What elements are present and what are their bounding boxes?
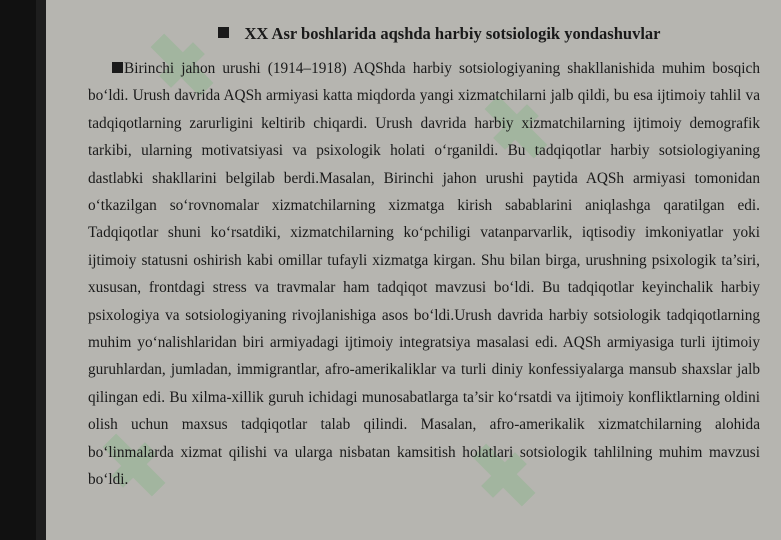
section-heading: [88, 22, 760, 46]
body-paragraph: [88, 55, 760, 494]
body-paragraph-text: Birinchi jahon urushi (1914–1918) AQShda harbiy sotsiologiyaning shakllanishida muhim bosqich bo‘ldi. Urush davrida AQSh armiyasi katta miqdorda yangi xizmatchilarni jalb qildi, bu esa ijtimoiy tahlil va tadqiqotlarning zarurligini keltirib chiqardi. Urush davrida harbiy xizmatchilarning ijtimoiy demografik tarkibi, ularning motivatsiyasi va psixologik holati o‘rganildi. Bu tadqiqotlar harbiy sotsiologiyaning dastlabki shakllarini belgilab berdi.Masalan, Birinchi jahon urushi paytida AQSh armiyasi tomonidan o‘tkazilgan so‘rovnomalar xizmatchilarning xizmatga kirish sabablarini aniqlashga qaratilgan edi. Tadqiqotlar shuni ko‘rsatdiki, xizmatchilarning ko‘pchiligi vatanparvarlik, iqtisodiy imkoniyatlar yoki ijtimoiy statusni oshirish kabi omillar tufayli xizmatga kirgan. Shu bilan birga, urushning psixologik ta’siri, xususan, frontdagi stress va travmalar ham tadqiqot mavzusi bo‘ldi. Bu tadqiqotlar keyinchalik harbiy psixologiya va sotsiologiyaning rivojlanishiga asos bo‘ldi.Urush davrida harbiy sotsiologik tadqiqotlarning muhim yo‘nalishlaridan biri armiyadagi ijtimoiy integratsiya masalasi edi. AQSh armiyasiga turli ijtimoiy guruhlardan, jumladan, immigrantlar, afro-amerikaliklar va turli diniy konfessiyalarga mansub shaxslar jalb qilingan edi. Bu xilma-xillik guruh ichidagi munosabatlarga ta’sir ko‘rsatdi va ijtimoiy konfliktlarning oldini olish uchun maxsus tadqiqotlar talab qilindi. Masalan, afro-amerikalik xizmatchilarning alohida bo‘linmalarda xizmat qilishi va ularga nisbatan kamsitish holatlari sotsiologik tahlilning muhim mavzusi bo‘ldi.: [88, 60, 760, 489]
document-page: [88, 22, 760, 494]
section-heading-text: XX Asr boshlarida aqshda harbiy sotsiologik yondashuvlar: [244, 24, 661, 43]
square-bullet-icon: [218, 27, 229, 38]
square-bullet-icon: [112, 62, 123, 73]
left-binding-bar: [0, 0, 46, 540]
left-binding-bar-edge: [36, 0, 46, 540]
